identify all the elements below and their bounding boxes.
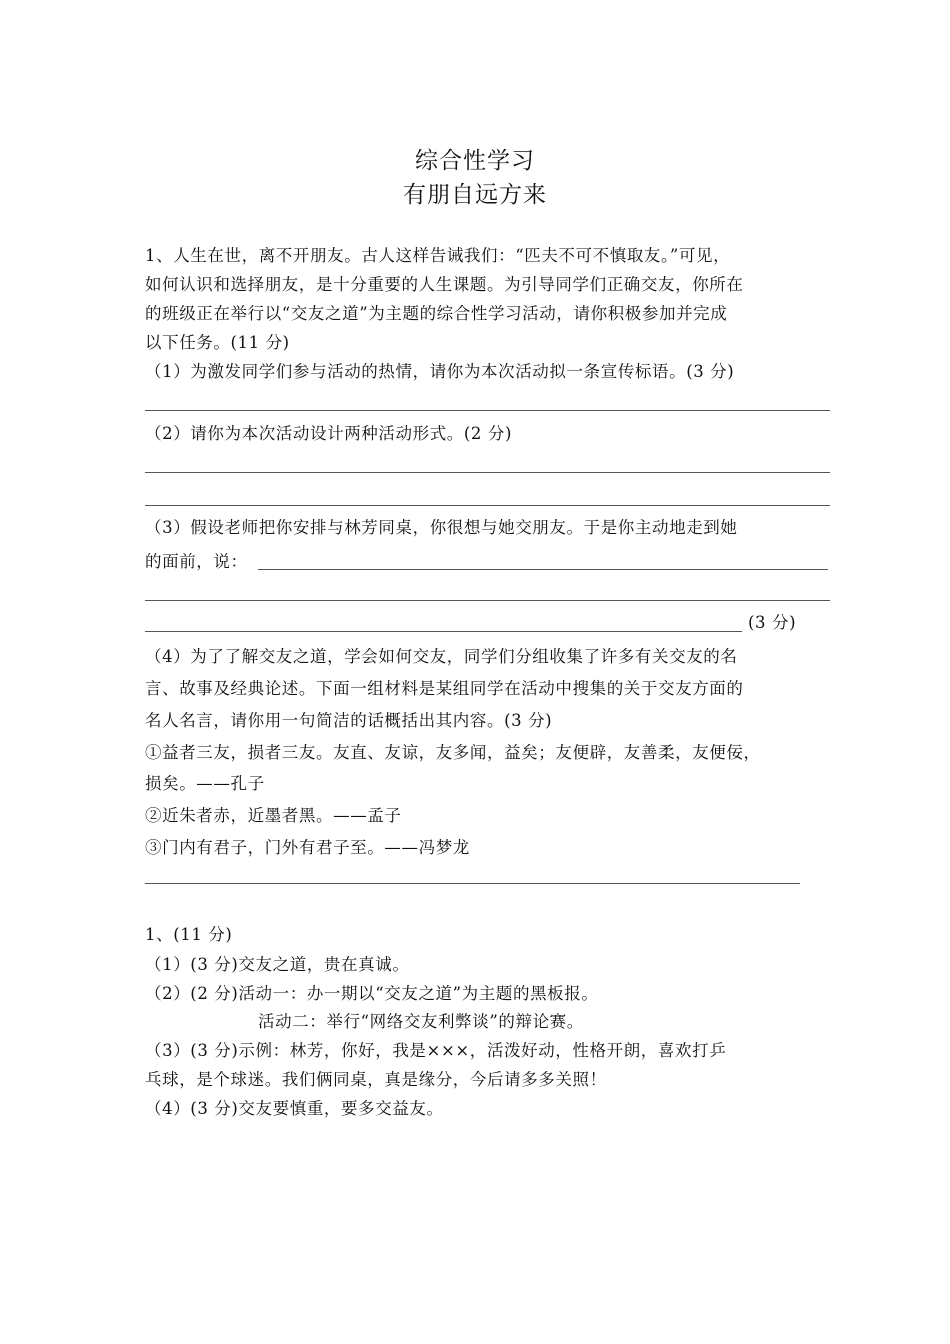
question-3-line: （3）假设老师把你安排与林芳同桌，你很想与她交朋友。于是你主动地走到她	[145, 518, 738, 537]
answer-blank-3a	[258, 569, 828, 570]
question-intro-line: 如何认识和选择朋友，是十分重要的人生课题。为引导同学们正确交友，你所在	[145, 275, 744, 294]
question-3-line: 的面前，说：	[145, 552, 248, 571]
answer-3-line: 乓球，是个球迷。我们俩同桌，真是缘分，今后请多多关照！	[145, 1070, 607, 1089]
question-intro-line: 以下任务。(11 分)	[145, 333, 290, 352]
question-4-line: 名人名言，请你用一句简洁的话概括出其内容。(3 分)	[145, 711, 553, 730]
page-subtitle: 有朋自远方来	[403, 182, 547, 208]
answer-blank-3b	[145, 600, 830, 601]
question-4-line: （4）为了了解交友之道，学会如何交友，同学们分组收集了许多有关交友的名	[145, 647, 738, 666]
answer-blank-2a	[145, 472, 830, 473]
answer-3-line: （3）(3 分)示例：林芳，你好，我是×××，活泼好动，性格开朗，喜欢打乒	[145, 1041, 727, 1060]
question-4-line: 言、故事及经典论述。下面一组材料是某组同学在活动中搜集的关于交友方面的	[145, 679, 744, 698]
answer-blank-1	[145, 410, 830, 411]
quote-1-line: ①益者三友，损者三友。友直、友谅，友多闻，益矣；友便辟，友善柔，友便佞，	[145, 743, 761, 762]
answer-2-line: 活动二：举行“网络交友利弊谈”的辩论赛。	[258, 1012, 584, 1031]
page-title: 综合性学习	[415, 148, 535, 174]
question-intro-line: 的班级正在举行以“交友之道”为主题的综合性学习活动，请你积极参加并完成	[145, 304, 728, 323]
answer-4: （4）(3 分)交友要慎重，要多交益友。	[145, 1099, 444, 1118]
question-1: （1）为激发同学们参与活动的热情，请你为本次活动拟一条宣传标语。(3 分)	[145, 362, 735, 381]
answer-1: （1）(3 分)交友之道，贵在真诚。	[145, 955, 410, 974]
question-3-score: (3 分)	[748, 613, 797, 632]
question-2: （2）请你为本次活动设计两种活动形式。(2 分)	[145, 424, 513, 443]
quote-2: ②近朱者赤，近墨者黑。——孟子	[145, 806, 402, 825]
answer-blank-2b	[145, 505, 830, 506]
answer-blank-4	[145, 883, 800, 884]
question-intro-line: 1、人生在世，离不开朋友。古人这样告诫我们：“匹夫不可不慎取友。”可见，	[145, 246, 731, 265]
answer-blank-3c	[145, 631, 742, 632]
quote-1-line: 损矣。——孔子	[145, 774, 265, 793]
answers-header: 1、(11 分)	[145, 925, 233, 944]
quote-3: ③门内有君子，门外有君子至。——冯梦龙	[145, 838, 470, 857]
answer-2-line: （2）(2 分)活动一：办一期以“交友之道”为主题的黑板报。	[145, 984, 599, 1003]
